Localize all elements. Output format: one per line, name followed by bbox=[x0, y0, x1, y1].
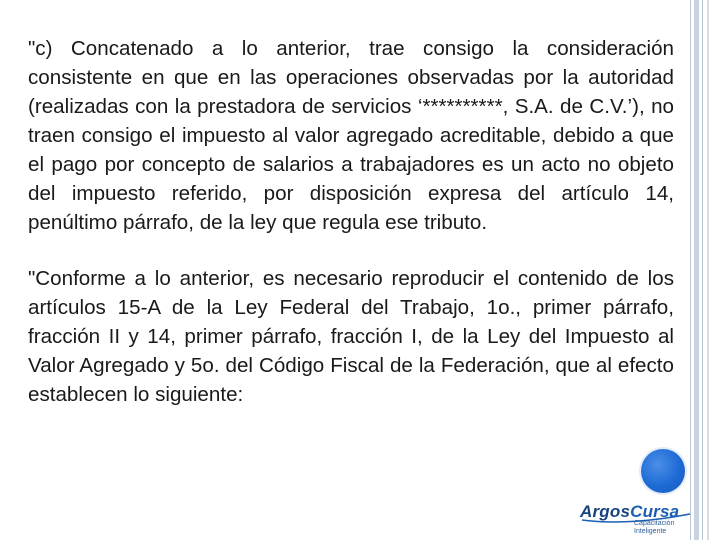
argoscursa-logo bbox=[578, 500, 693, 538]
decorative-rail bbox=[702, 0, 703, 540]
logo-tagline-line-1: Capacitación bbox=[634, 520, 675, 527]
paragraph-1: "c) Concatenado a lo anterior, trae consigo la consideración consistente en que en las operaciones observadas por la autoridad (realizadas con la prestadora de servicios ‘**********, S.A. de C.V.’), no traen consigo el impuesto al valor agregado acreditable, debido a que el pago por concepto de salarios a trabajadores es un acto no objeto del impuesto referido, por disposición expresa del artículo 14, penúltimo párrafo, de la ley que regula ese tributo. bbox=[28, 37, 674, 234]
logo-word-part-2: Cursa bbox=[630, 502, 680, 521]
slide-body bbox=[28, 34, 674, 409]
decorative-rail bbox=[694, 0, 699, 540]
logo-tagline bbox=[634, 520, 692, 536]
paragraph-2: "Conforme a lo anterior, es necesario reproducir el contenido de los artículos 15-A de la Ley Federal del Trabajo, 1o., primer párrafo, fracción II y 14, primer párrafo, fracción I, de la Ley del Impuesto al Valor Agregado y 5o. del Código Fiscal de la Federación, que al efecto establecen lo siguiente: bbox=[28, 267, 674, 406]
logo-word-part-1: Argos bbox=[580, 502, 631, 521]
decorative-rail bbox=[690, 0, 691, 540]
decorative-rail bbox=[707, 0, 709, 540]
logo-tagline-line-2: Inteligente bbox=[634, 528, 667, 535]
logo-wordmark bbox=[580, 502, 679, 522]
blue-circle-decoration bbox=[641, 449, 685, 493]
